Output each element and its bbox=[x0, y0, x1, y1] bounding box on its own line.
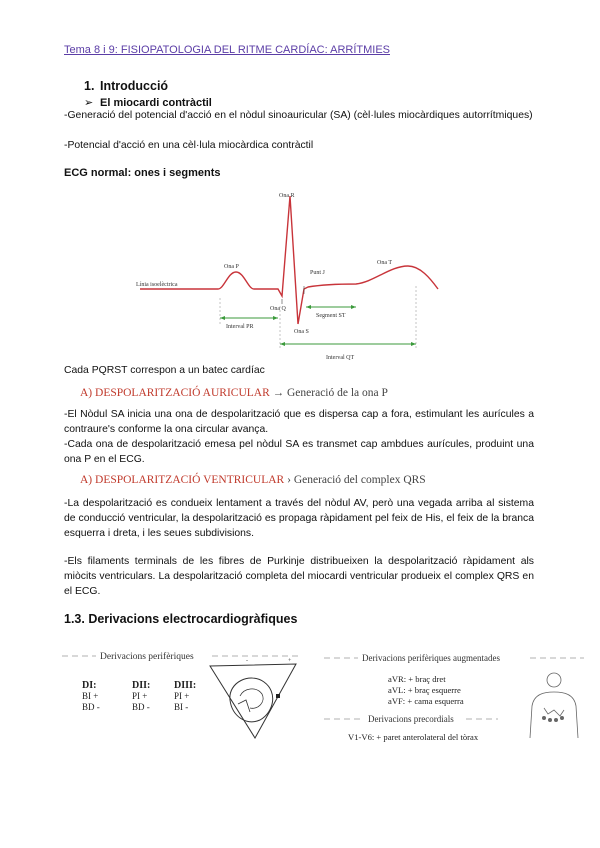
label-ona-q: Ona Q bbox=[270, 306, 286, 312]
section-heading-introduccio bbox=[84, 79, 168, 93]
ecg-title: ECG normal: ones i segments bbox=[64, 167, 221, 179]
intro-paragraph-1: -Generació del potencial d'acció en el nòdul sinoauricular (SA) (cèl·lules miocàrdiques autorrítmiques) bbox=[64, 110, 533, 121]
col2-row2: PI + bbox=[132, 691, 148, 701]
label-ona-t: Ona T bbox=[377, 260, 393, 266]
document-header: Tema 8 i 9: FISIOPATOLOGIA DEL RITME CARDÍAC: ARRÍTMIES bbox=[64, 44, 390, 56]
ecg-caption: Cada PQRST correspon a un batec cardíac bbox=[64, 365, 265, 376]
auricular-label: A) DESPOLARITZACIÓ AURICULAR bbox=[80, 387, 270, 399]
torso-electrodes-icon bbox=[530, 673, 578, 738]
col3-row1: DIII: bbox=[174, 680, 197, 691]
col2-row1: DII: bbox=[132, 680, 151, 691]
ventricular-label: A) DESPOLARITZACIÓ VENTRICULAR bbox=[80, 474, 285, 486]
perif-title: Derivacions perifèriques bbox=[100, 652, 194, 662]
col3-row2: PI + bbox=[174, 691, 190, 701]
col3-row3: BI - bbox=[174, 702, 189, 712]
auricular-paragraph-1: -El Nòdul SA inicia una ona de despolarització que es dispersa cap a fora, estimulant les aurícules a contraure's conforme la ona circular avança. bbox=[64, 409, 534, 435]
ecg-waveform bbox=[140, 196, 438, 324]
prec-title: Derivacions precordials bbox=[368, 714, 454, 724]
ecg-diagram bbox=[120, 186, 440, 366]
aug-title: Derivacions perifèriques augmentades bbox=[362, 653, 500, 663]
label-ona-r: Ona R bbox=[279, 193, 295, 199]
auricular-arrow-text: → Generació de la ona P bbox=[272, 387, 388, 399]
section-title: Introducció bbox=[100, 79, 169, 93]
label-interval-qt: Interval QT bbox=[326, 355, 355, 361]
col2-row3: BD - bbox=[132, 702, 150, 712]
col1-row3: BD - bbox=[82, 702, 100, 712]
aug-item-avl: aVL: + braç esquerre bbox=[388, 685, 461, 695]
auricular-heading bbox=[80, 387, 388, 399]
label-punt-j: Punt J bbox=[310, 270, 325, 276]
aug-item-avf: aVF: + cama esquerra bbox=[388, 696, 464, 706]
label-ona-p: Ona P bbox=[224, 264, 239, 270]
augmented-precordial-diagram bbox=[322, 648, 598, 748]
label-segment-st: Segment ST bbox=[316, 313, 346, 319]
prec-text: V1-V6: + paret anterolateral del tòrax bbox=[348, 732, 479, 742]
ventricular-paragraph-2: -Els filaments terminals de les fibres de Purkinje distribueixen la despolarització ràpidament als miòcits ventriculars. La despolarització completa del miocardi ventricular produeix el complex QRS en el ECG. bbox=[64, 556, 534, 597]
section-heading-derivacions: 1.3. Derivacions electrocardiogràfiques bbox=[64, 612, 298, 626]
arrow-bullet-icon: ➢ bbox=[84, 97, 94, 109]
einthoven-triangle-icon bbox=[210, 658, 296, 738]
aug-item-avr: aVR: + braç dret bbox=[388, 674, 446, 684]
ventricular-heading bbox=[80, 474, 426, 486]
ventricular-arrow-text: › Generació del complex QRS bbox=[287, 474, 426, 486]
label-baseline: Línia isoelèctrica bbox=[136, 282, 178, 288]
ventricular-paragraph-1: -La despolarització es condueix lentament a través del nòdul AV, però una vegada arriba al sistema de conducció ventricular, la despolarització es propaga ràpidament pel feix de His, el feix de la branca esquerra i dreta, i les seues subdivisions. bbox=[64, 498, 534, 539]
svg-text:-: - bbox=[246, 658, 248, 664]
svg-text:+: + bbox=[288, 658, 292, 664]
intro-paragraph-2: -Potencial d'acció en una cèl·lula miocàrdica contràctil bbox=[64, 140, 314, 151]
auricular-paragraph-2: -Cada ona de despolarització emesa pel nòdul SA es transmet cap ambdues aurícules, produint una ona P en el ECG. bbox=[64, 439, 534, 465]
col1-row2: BI + bbox=[82, 691, 99, 701]
col1-row1: DI: bbox=[82, 680, 97, 691]
subsection-title: El miocardi contràctil bbox=[100, 97, 212, 109]
peripheral-derivations-diagram bbox=[60, 642, 322, 742]
label-interval-pr: Interval PR bbox=[226, 324, 254, 330]
section-number: 1. bbox=[84, 79, 95, 93]
label-ona-s: Ona S bbox=[294, 329, 309, 335]
